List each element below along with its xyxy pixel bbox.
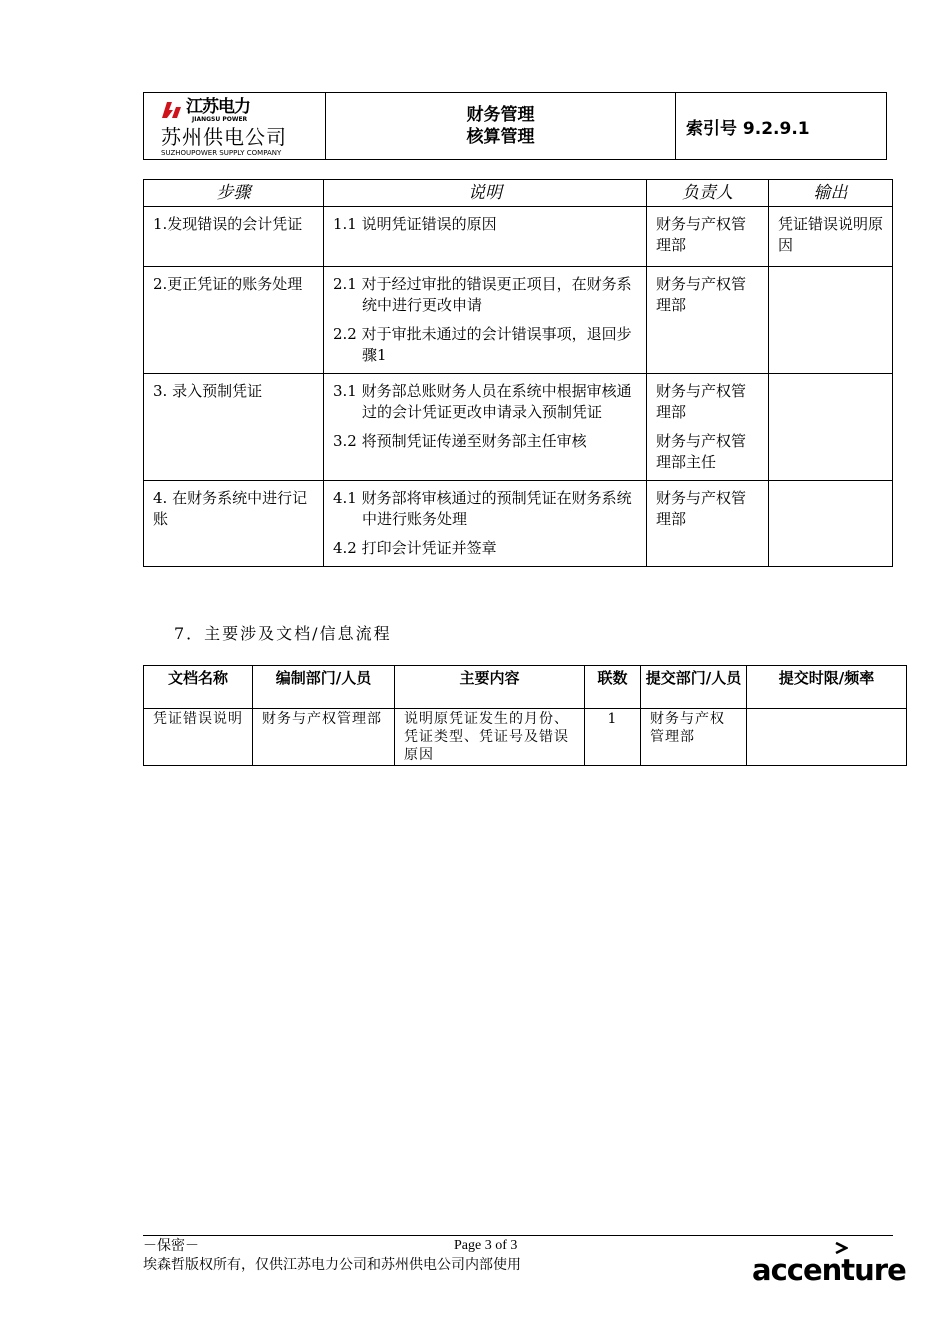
output-cell	[769, 481, 893, 567]
description-item: 4.1 财务部将审核通过的预制凭证在财务系统中进行账务处理	[333, 489, 632, 528]
responsible-item: 财务与产权管理部	[656, 215, 747, 254]
logo-text-suzhou-en: SUZHOUPOWER SUPPLY COMPANY	[161, 149, 282, 157]
column-header-dept: 编制部门/人员	[253, 666, 395, 709]
responsible-item: 财务与产权管理部	[656, 489, 747, 528]
footer-confidential: －保密－	[143, 1238, 199, 1254]
column-header-copies: 联数	[585, 666, 641, 709]
logo-text-jiangsu-power-cn: 江苏电力	[186, 97, 250, 117]
company-logo	[144, 93, 326, 159]
header-title-line1: 财务管理	[466, 105, 535, 125]
process-table	[143, 179, 893, 567]
table-row	[144, 207, 893, 267]
description-item: 3.1 财务部总账财务人员在系统中根据审核通过的会计凭证更改申请录入预制凭证	[333, 382, 632, 421]
responsible-cell	[647, 374, 769, 481]
description-item: 3.2 将预制凭证传递至财务部主任审核	[333, 432, 587, 450]
output-cell	[769, 267, 893, 374]
description-item: 2.1 对于经过审批的错误更正项目，在财务系统中进行更改申请	[333, 275, 632, 314]
table-row	[144, 267, 893, 374]
description-cell	[324, 207, 647, 267]
description-item: 2.2 对于审批未通过的会计错误事项，退回步骤1	[333, 325, 632, 364]
logo-text-jiangsu-power-en: JIANGSU POWER	[192, 116, 248, 123]
header-index-number: 索引号 9.2.9.1	[686, 118, 810, 139]
doc-name-cell: 凭证错误说明	[144, 709, 253, 766]
table-row	[144, 481, 893, 567]
doc-submit-cell: 财务与产权管理部	[641, 709, 747, 766]
jiangsu-power-logo-icon	[161, 101, 183, 119]
doc-content-cell: 说明原凭证发生的月份、凭证类型、凭证号及错误原因	[395, 709, 585, 766]
accenture-logo: accenture	[752, 1253, 906, 1287]
step-cell: 2.更正凭证的账务处理	[144, 267, 324, 374]
document-table	[143, 665, 907, 766]
footer-page-number: Page 3 of 3	[454, 1238, 518, 1253]
column-header-submit-to: 提交部门/人员	[641, 666, 747, 709]
description-item: 1.1 说明凭证错误的原因	[333, 215, 497, 233]
responsible-item: 财务与产权管理部	[656, 275, 747, 314]
column-header-doc-name: 文档名称	[144, 666, 253, 709]
column-header-content: 主要内容	[395, 666, 585, 709]
header-title	[326, 93, 676, 159]
header-title-line2: 核算管理	[466, 127, 535, 147]
column-header-output: 输出	[769, 180, 893, 207]
output-cell: 凭证错误说明原因	[769, 207, 893, 267]
description-item: 4.2 打印会计凭证并签章	[333, 539, 497, 557]
table-row	[144, 709, 907, 766]
column-header-description: 说明	[324, 180, 647, 207]
responsible-item: 财务与产权管理部主任	[656, 432, 747, 471]
process-table-header	[144, 180, 893, 207]
step-cell: 3. 录入预制凭证	[144, 374, 324, 481]
responsible-cell	[647, 267, 769, 374]
responsible-cell	[647, 207, 769, 267]
section-title: 7．主要涉及文档/信息流程	[174, 624, 392, 643]
doc-dept-cell: 财务与产权管理部	[253, 709, 395, 766]
column-header-step: 步骤	[144, 180, 324, 207]
column-header-responsible: 负责人	[647, 180, 769, 207]
doc-copies-cell: 1	[585, 709, 641, 766]
output-cell	[769, 374, 893, 481]
footer-divider	[143, 1235, 893, 1236]
description-cell	[324, 481, 647, 567]
step-cell: 1.发现错误的会计凭证	[144, 207, 324, 267]
table-row	[144, 374, 893, 481]
footer-copyright: 埃森哲版权所有，仅供江苏电力公司和苏州供电公司内部使用	[143, 1257, 521, 1273]
document-table-header	[144, 666, 907, 709]
responsible-cell	[647, 481, 769, 567]
document-header	[143, 92, 887, 160]
column-header-deadline: 提交时限/频率	[747, 666, 907, 709]
description-cell	[324, 374, 647, 481]
logo-text-suzhou-cn: 苏州供电公司	[161, 125, 287, 149]
step-cell: 4. 在财务系统中进行记账	[144, 481, 324, 567]
description-cell	[324, 267, 647, 374]
doc-deadline-cell	[747, 709, 907, 766]
responsible-item: 财务与产权管理部	[656, 382, 747, 421]
